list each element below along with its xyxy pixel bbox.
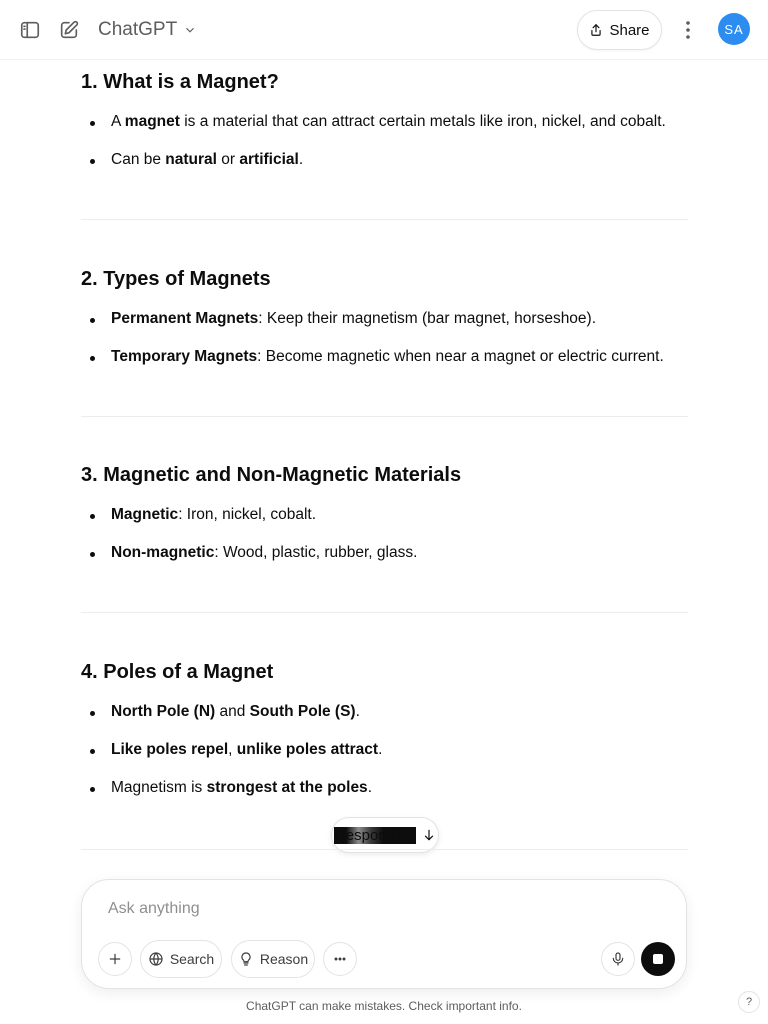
stop-button[interactable] [641,942,675,976]
text: Can be [111,151,166,168]
scroll-to-bottom-button[interactable] [331,817,439,853]
section-heading: 1. What is a Magnet? [81,71,279,93]
list-item [81,309,688,329]
bold-text: Non-magnetic [111,544,215,561]
divider [81,219,688,220]
more-vertical-icon [685,20,691,40]
divider [81,416,688,417]
top-bar [0,0,768,60]
tools-button[interactable] [323,942,357,976]
section [81,660,688,816]
more-options-button[interactable] [676,17,700,43]
divider [81,612,688,613]
avatar[interactable]: SA [718,13,750,45]
bold-text: Magnetic [111,506,179,523]
text: Magnetism is [111,779,207,796]
bullet-list [81,702,688,798]
bold-text: Temporary Magnets [111,348,258,365]
reason-button[interactable] [231,940,315,978]
section-heading: 2. Types of Magnets [81,268,271,290]
disclaimer: ChatGPT can make mistakes. Check important info. [246,999,522,1013]
section [81,267,688,385]
share-icon [589,23,603,37]
text: : Keep their magnetism (bar magnet, horseshoe). [258,310,597,327]
list-item [81,112,688,132]
text: is a material that can attract certain metals like iron, nickel, and cobalt. [179,113,666,130]
sidebar-toggle-button[interactable] [16,16,44,44]
attach-button[interactable] [98,942,132,976]
model-name: ChatGPT [98,19,178,40]
arrow-down-icon [422,828,436,842]
bold-text: North Pole (N) [111,703,216,720]
text: and [215,703,250,720]
bold-text: artificial [239,151,299,168]
microphone-icon [610,951,626,967]
bold-text: magnet [124,113,180,130]
text: . [298,151,304,168]
share-label: Share [609,21,650,39]
model-selector[interactable] [98,17,197,43]
text: . [378,741,383,758]
bold-text: strongest at the poles [206,779,368,796]
list-item [81,347,688,367]
section [81,463,688,581]
search-label: Search [169,951,215,967]
section-heading: 3. Magnetic and Non-Magnetic Materials [81,464,462,486]
lightbulb-icon [238,951,254,967]
stop-icon [653,954,663,964]
text: . [367,779,372,796]
divider [81,849,688,850]
help-button[interactable]: ? [738,991,760,1013]
list-item [81,543,688,563]
bold-text: South Pole (S) [249,703,356,720]
text: or [216,151,240,168]
chevron-down-icon [183,23,197,37]
globe-icon [148,951,164,967]
search-button[interactable] [140,940,222,978]
text: : Wood, plastic, rubber, glass. [214,544,418,561]
list-item [81,150,688,170]
bold-text: natural [165,151,217,168]
sidebar-toggle-icon [19,19,41,41]
section [81,70,688,188]
text: : Become magnetic when near a magnet or electric current. [257,348,664,365]
section-heading: 4. Poles of a Magnet [81,661,274,683]
dictate-button[interactable] [601,942,635,976]
bold-text: Like poles repel [111,741,229,758]
list-item [81,740,688,760]
prompt-input[interactable]: Ask anything [108,900,200,917]
list-item [81,778,688,798]
list-item [81,702,688,722]
text: A [111,113,125,130]
text: : Iron, nickel, cobalt. [178,506,317,523]
plus-icon [107,951,123,967]
new-chat-button[interactable] [55,16,83,44]
responding-label: Responding [334,826,416,844]
reason-label: Reason [259,951,309,967]
edit-icon [58,19,80,41]
bullet-list [81,505,688,563]
share-button[interactable] [577,10,662,50]
composer [81,879,687,989]
bold-text: unlike poles attract [236,741,379,758]
bullet-list [81,309,688,367]
text: , [228,741,237,758]
text: . [355,703,360,720]
list-item [81,505,688,525]
bullet-list [81,112,688,170]
ellipsis-icon [332,951,348,967]
bold-text: Permanent Magnets [111,310,259,327]
